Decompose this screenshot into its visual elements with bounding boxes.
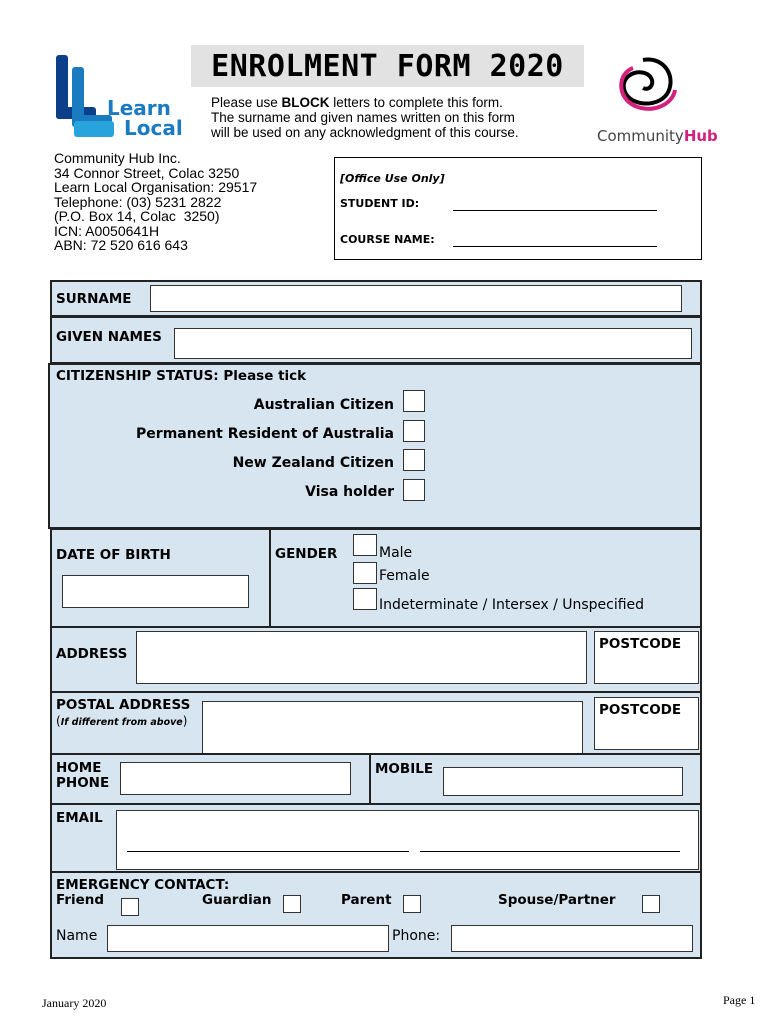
mobile-field[interactable]	[443, 767, 683, 796]
surname-label: SURNAME	[56, 291, 132, 307]
postal-address-note-text: If different from above	[60, 717, 183, 728]
dob-field[interactable]	[62, 575, 249, 608]
instruction-post: letters to complete this form.	[329, 95, 503, 110]
gender-label: GENDER	[275, 546, 338, 562]
given-names-label: GIVEN NAMES	[56, 329, 162, 345]
gender-option-indeterminate: Indeterminate / Intersex / Unspecified	[379, 597, 645, 613]
community-hub-text	[597, 127, 718, 145]
emergency-contact-label: EMERGENCY CONTACT:	[56, 877, 230, 893]
citizenship-section	[48, 363, 702, 529]
visa-holder-checkbox[interactable]	[403, 479, 425, 501]
guardian-label: Guardian	[202, 892, 272, 908]
mobile-section	[369, 753, 702, 805]
given-names-field[interactable]	[174, 328, 692, 359]
footer-date: January 2020	[42, 996, 107, 1010]
emergency-name-field[interactable]	[107, 925, 389, 952]
citizenship-label: CITIZENSHIP STATUS: Please tick	[56, 368, 307, 384]
emergency-phone-field[interactable]	[451, 925, 693, 952]
student-id-label: STUDENT ID:	[340, 197, 420, 210]
dob-label: DATE OF BIRTH	[56, 547, 171, 563]
email-section	[50, 803, 702, 873]
postal-address-field[interactable]	[202, 701, 583, 754]
friend-checkbox[interactable]	[121, 898, 139, 916]
address-field[interactable]	[136, 631, 587, 684]
org-line: Community Hub Inc.	[54, 150, 181, 166]
australian-citizen-checkbox[interactable]	[403, 390, 425, 412]
postal-postcode-label: POSTCODE	[599, 702, 682, 718]
address-section	[50, 626, 702, 693]
email-label: EMAIL	[56, 810, 103, 826]
female-checkbox[interactable]	[353, 562, 377, 584]
org-line: (P.O. Box 14, Colac 3250)	[54, 208, 220, 224]
home-phone-label-2: PHONE	[56, 775, 110, 791]
instruction-line-2: The surname and given names written on this form	[211, 110, 515, 125]
community-hub-swirl-icon	[595, 50, 705, 120]
home-phone-section	[50, 753, 371, 805]
community-hub-logo	[595, 50, 718, 150]
home-phone-label-1: HOME	[56, 760, 102, 776]
emergency-contact-section	[50, 871, 702, 959]
org-details	[54, 151, 257, 253]
office-use-heading: [Office Use Only]	[340, 172, 445, 185]
parent-checkbox[interactable]	[403, 895, 421, 913]
emergency-name-label: Name	[56, 928, 98, 944]
given-names-section	[50, 316, 702, 364]
email-line-left	[127, 851, 409, 852]
surname-section	[50, 280, 702, 317]
citizenship-option-permanent: Permanent Resident of Australia	[136, 426, 394, 442]
address-label: ADDRESS	[56, 646, 128, 662]
course-name-line	[453, 236, 657, 247]
page-title: ENROLMENT FORM 2020	[191, 45, 584, 87]
instruction-bold: BLOCK	[281, 95, 330, 110]
postal-postcode-field[interactable]	[594, 697, 699, 750]
community-hub-text-b: Hub	[683, 127, 718, 145]
citizenship-option-australian: Australian Citizen	[253, 397, 394, 413]
org-line: Learn Local Organisation: 29517	[54, 179, 258, 195]
gender-section	[269, 528, 702, 628]
permanent-resident-checkbox[interactable]	[403, 420, 425, 442]
org-line: 34 Connor Street, Colac 3250	[54, 164, 240, 181]
course-name-label: COURSE NAME:	[340, 233, 435, 246]
citizenship-option-visa: Visa holder	[305, 484, 394, 500]
citizenship-option-nz: New Zealand Citizen	[232, 455, 394, 471]
postal-address-note: (If different from above)	[56, 714, 188, 728]
org-line: ICN: A0050641H	[54, 222, 160, 239]
parent-label: Parent	[341, 892, 392, 908]
footer-page-number: Page 1	[723, 993, 756, 1007]
spouse-partner-checkbox[interactable]	[642, 895, 660, 913]
instructions	[211, 95, 519, 140]
instruction-pre: Please use	[211, 95, 282, 110]
learn-local-logo	[54, 53, 188, 141]
postal-address-label: POSTAL ADDRESS	[56, 697, 191, 713]
emergency-phone-label: Phone:	[392, 928, 441, 944]
postal-address-section	[50, 691, 702, 755]
gender-option-female: Female	[379, 568, 430, 584]
org-line: Telephone: (03) 5231 2822	[54, 193, 222, 210]
mobile-label: MOBILE	[375, 761, 434, 777]
instruction-line-3: will be used on any acknowledgment of this course.	[211, 125, 519, 140]
indeterminate-checkbox[interactable]	[353, 588, 377, 610]
student-id-line	[453, 200, 657, 211]
email-line-right	[420, 851, 680, 852]
nz-citizen-checkbox[interactable]	[403, 449, 425, 471]
home-phone-field[interactable]	[120, 762, 351, 795]
email-field[interactable]	[116, 810, 699, 870]
male-checkbox[interactable]	[353, 534, 377, 556]
guardian-checkbox[interactable]	[283, 895, 301, 913]
address-postcode-label: POSTCODE	[599, 636, 682, 652]
community-hub-text-a: Community	[597, 127, 684, 145]
office-use-box	[334, 157, 702, 260]
learn-local-logo-text-2: Local	[124, 116, 183, 140]
gender-option-male: Male	[379, 545, 413, 561]
spouse-partner-label: Spouse/Partner	[498, 892, 616, 908]
friend-label: Friend	[56, 892, 105, 908]
surname-field[interactable]	[150, 285, 682, 312]
org-line: ABN: 72 520 616 643	[54, 237, 188, 253]
learn-local-logo-text-1: Learn	[107, 96, 171, 120]
address-postcode-field[interactable]	[594, 631, 699, 684]
dob-section	[50, 528, 271, 628]
